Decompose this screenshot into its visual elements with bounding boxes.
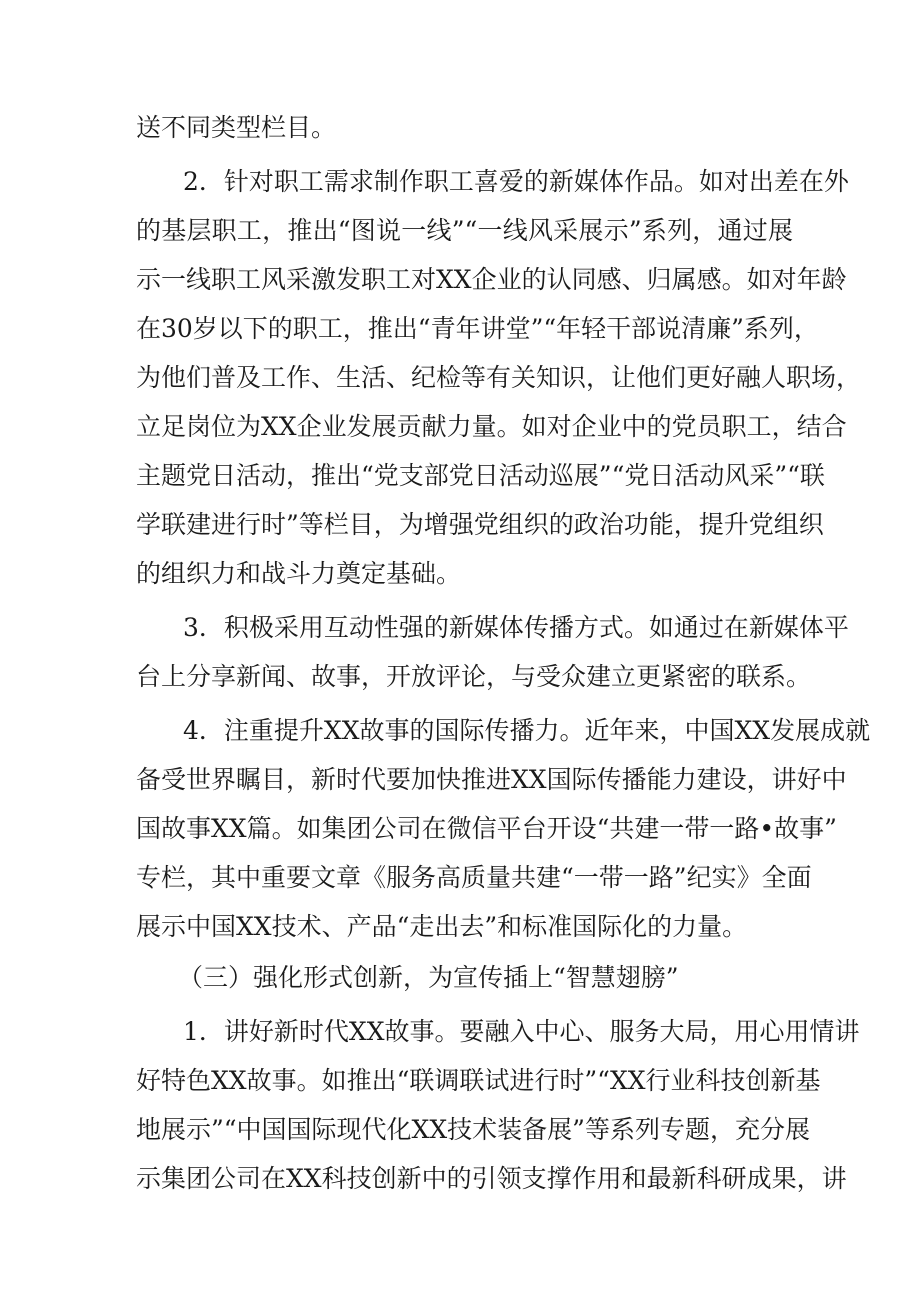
line-text: 示一线职工风采激发职工对XX企业的认同感、归属感。如对年龄 xyxy=(136,265,847,294)
line-text: 的组织力和战斗力奠定基础。 xyxy=(136,559,462,588)
text-line xyxy=(0,1154,920,1204)
text-line xyxy=(0,353,920,403)
section-heading-text: （三）强化形式创新，为宣传插上“智慧翅膀” xyxy=(178,963,679,992)
text-line xyxy=(0,902,920,952)
text-line xyxy=(0,402,920,452)
text-line xyxy=(0,706,920,756)
line-text: 备受世界瞩目，新时代要加快推进XX国际传播能力建设，讲好中 xyxy=(136,765,847,794)
text-line xyxy=(0,451,920,501)
text-line xyxy=(0,206,920,256)
text-line xyxy=(0,755,920,805)
text-line xyxy=(0,1056,920,1106)
text-line xyxy=(0,549,920,599)
text-line xyxy=(0,1007,920,1057)
line-text: 为他们普及工作、生活、纪检等有关知识，让他们更好融人职场， xyxy=(136,363,862,392)
line-text: 3．积极采用互动性强的新媒体传播方式。如通过在新媒体平 xyxy=(183,613,849,642)
text-line xyxy=(0,255,920,305)
line-text: 示集团公司在XX科技创新中的引领支撑作用和最新科研成果，讲 xyxy=(136,1164,847,1193)
text-line xyxy=(0,500,920,550)
text-line xyxy=(0,804,920,854)
text-line xyxy=(0,304,920,354)
line-text: 的基层职工，推出“图说一线”“一线风采展示”系列，通过展 xyxy=(136,216,793,245)
line-text: 国故事XX篇。如集团公司在微信平台开设“共建一带一路•故事” xyxy=(136,814,837,843)
line-text: 好特色XX故事。如推出“联调联试进行时”“XX行业科技创新基 xyxy=(136,1066,821,1095)
line-text: 4．注重提升XX故事的国际传播力。近年来，中国XX发展成就 xyxy=(183,716,871,745)
line-text: 地展示”“中国国际现代化XX技术装备展”等系列专题，充分展 xyxy=(136,1115,810,1144)
line-text: 1．讲好新时代XX故事。要融入中心、服务大局，用心用情讲 xyxy=(183,1017,860,1046)
text-line xyxy=(0,603,920,653)
line-text: 展示中国XX技术、产品“走出去”和标准国际化的力量。 xyxy=(136,912,748,941)
line-text: 台上分享新闻、故事，开放评论，与受众建立更紧密的联系。 xyxy=(136,662,812,691)
text-line xyxy=(0,157,920,207)
line-text: 在30岁以下的职工，推出“青年讲堂”“年轻干部说清廉”系列， xyxy=(136,314,819,343)
text-line xyxy=(0,652,920,702)
text-line xyxy=(0,103,920,153)
line-text: 送不同类型栏目。 xyxy=(136,113,337,142)
line-text: 主题党日活动，推出“党支部党日活动巡展”“党日活动风采”“联 xyxy=(136,461,825,490)
line-text: 专栏，其中重要文章《服务高质量共建“一带一路”纪实》全面 xyxy=(136,863,812,892)
line-text: 2．针对职工需求制作职工喜爱的新媒体作品。如对出差在外 xyxy=(183,167,849,196)
text-line xyxy=(0,1105,920,1155)
line-text: 立足岗位为XX企业发展贡献力量。如对企业中的党员职工，结合 xyxy=(136,412,847,441)
text-line xyxy=(0,853,920,903)
line-text: 学联建进行时”等栏目，为增强党组织的政治功能，提升党组织 xyxy=(136,510,824,539)
section-heading xyxy=(0,953,920,1003)
